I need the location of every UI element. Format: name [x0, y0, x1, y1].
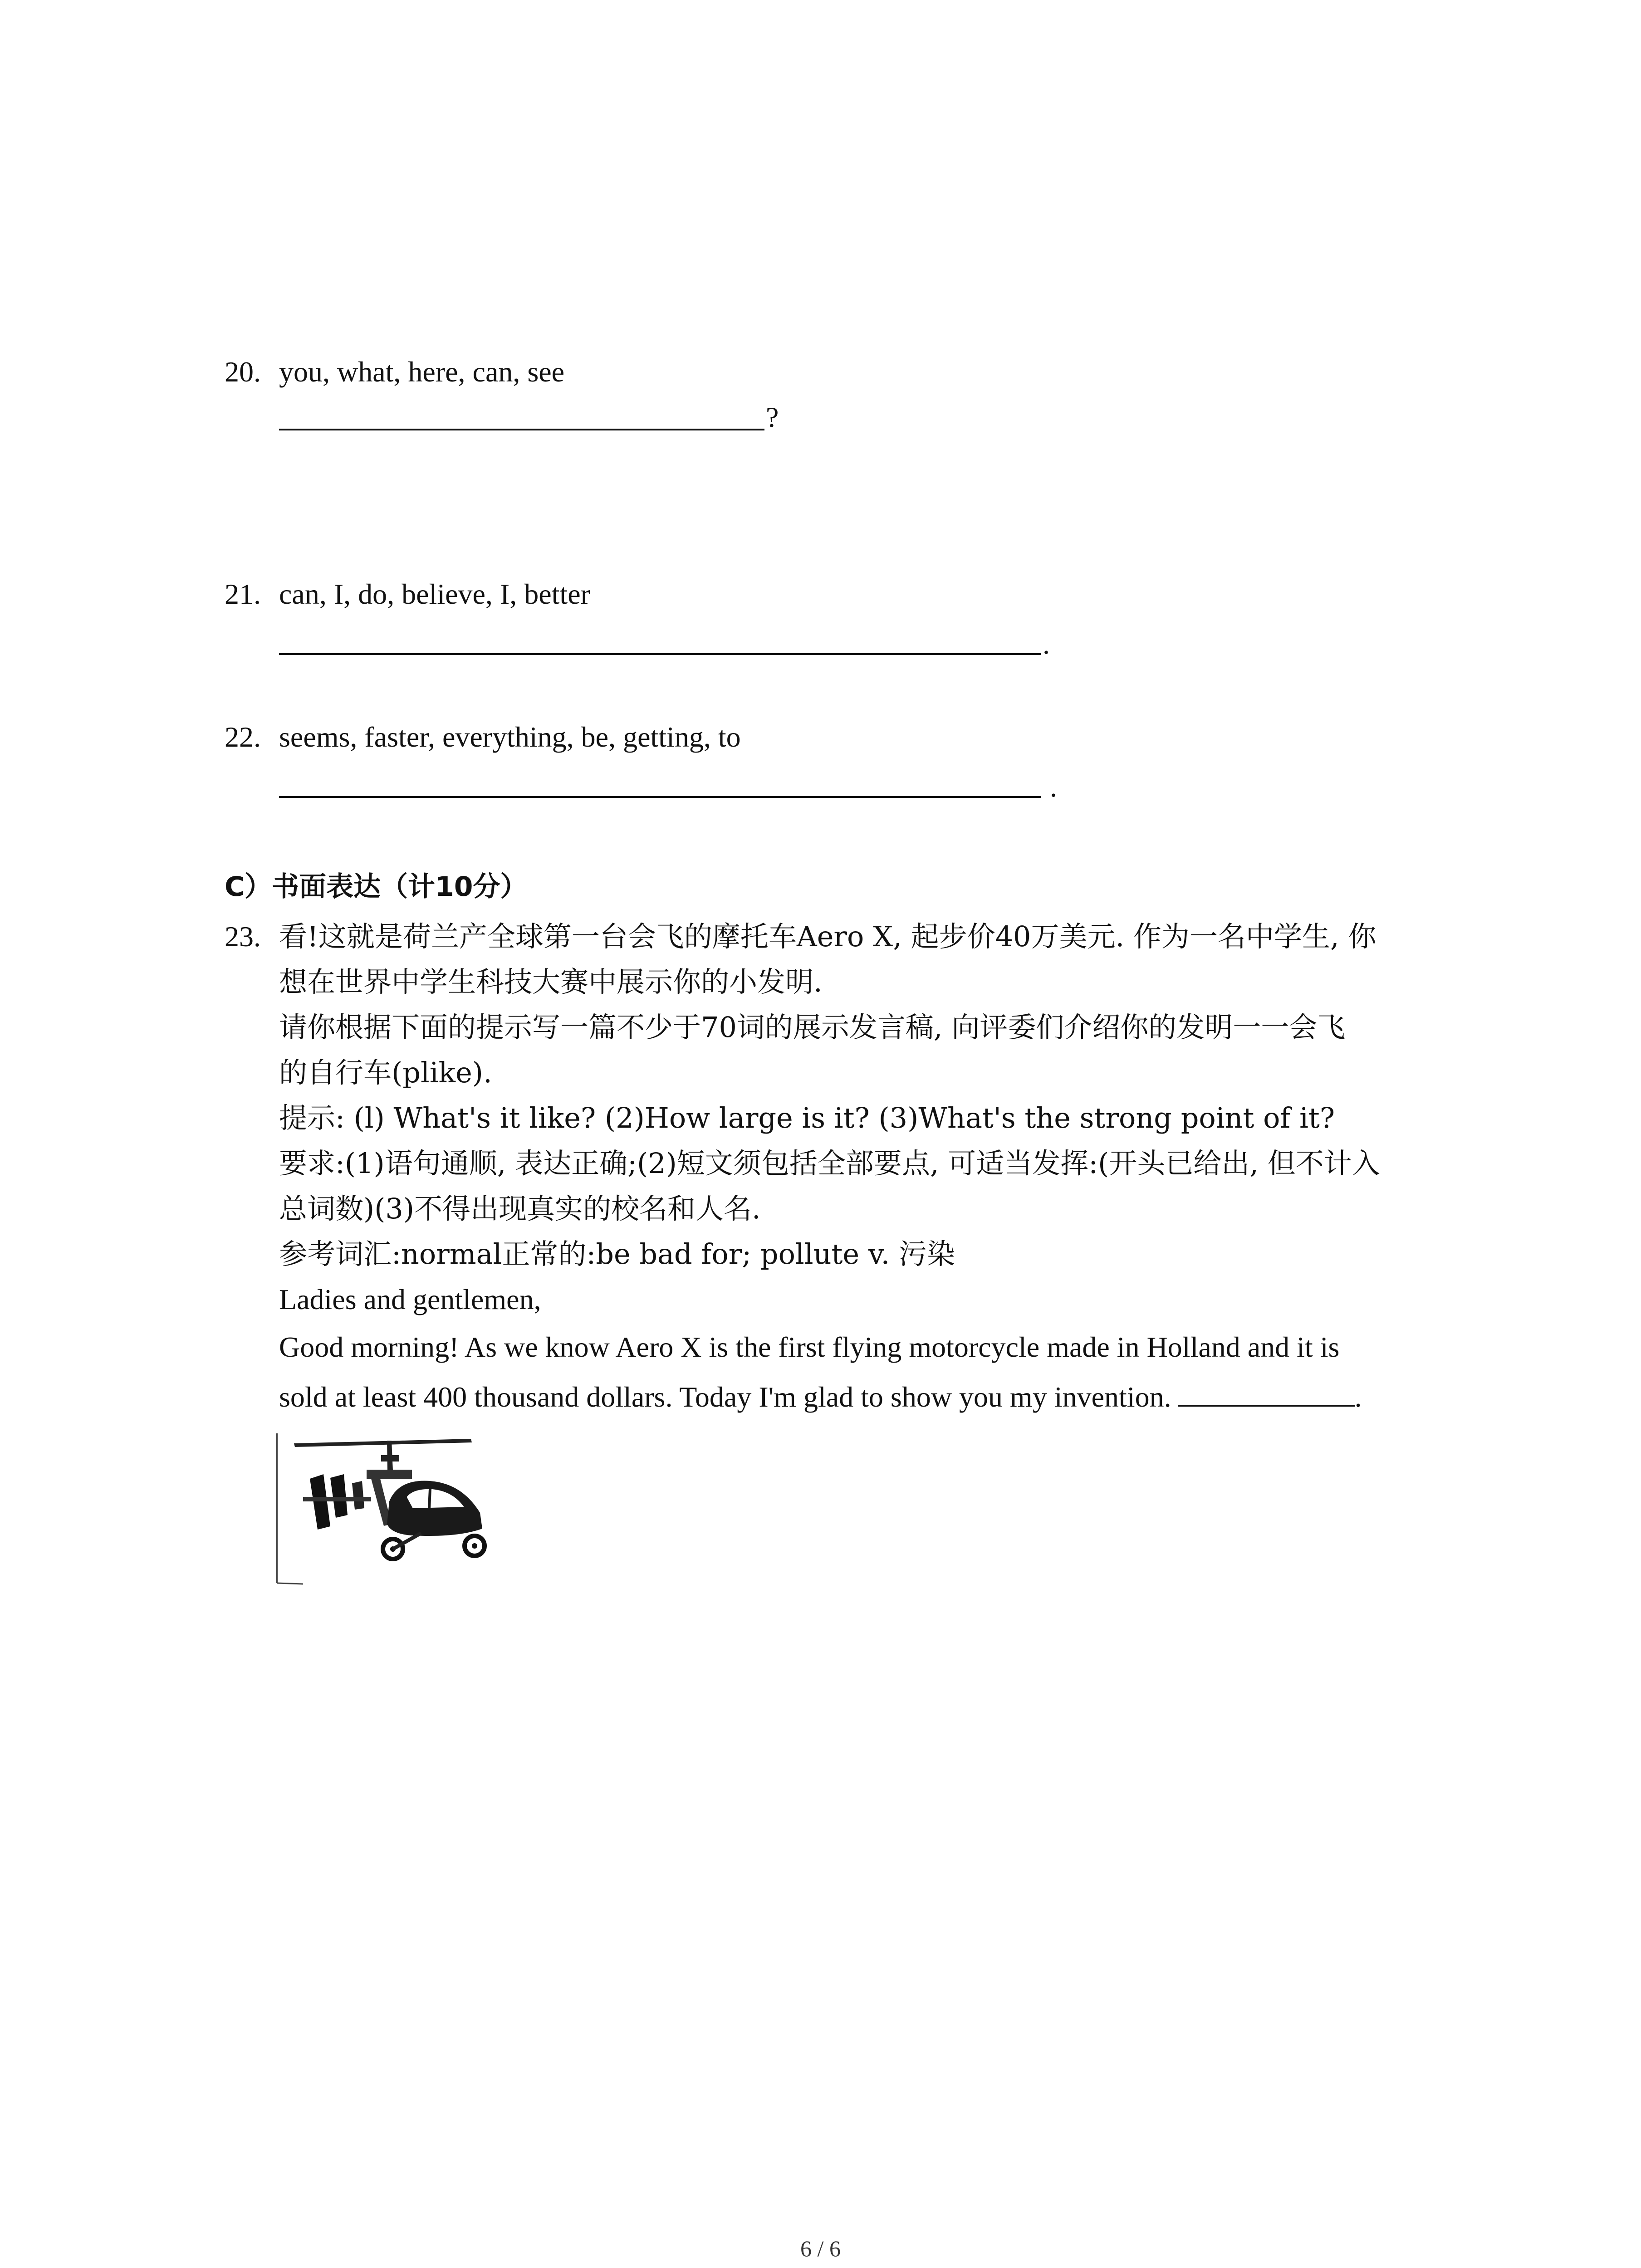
opening-line-1: Good morning! As we know Aero X is the first flying motorcycle made in Holland and it is — [279, 1331, 1340, 1363]
question-words-20: you, what, here, can, see — [279, 356, 565, 388]
salutation-line: Ladies and gentlemen, — [279, 1283, 541, 1315]
prompt-line-3: 请你根据下面的提示写一篇不少于70词的展示发言稿, 向评委们介绍你的发明一一会飞 — [279, 1011, 1346, 1044]
opening-line-2-text: sold at least 400 thousand dollars. Today I'm glad to show you my invention. — [279, 1381, 1171, 1413]
question-number-22: 22. — [225, 721, 261, 753]
question-number-21: 21. — [225, 578, 261, 610]
answer-punct-22: . — [1043, 771, 1057, 803]
answer-line-22[interactable] — [279, 796, 1041, 798]
prompt-line-4: 的自行车(plike). — [279, 1056, 492, 1089]
opening-line-2 — [279, 1379, 1362, 1415]
answer-line-21[interactable] — [279, 653, 1041, 655]
writing-blank[interactable] — [1178, 1379, 1355, 1407]
question-number-23: 23. — [225, 920, 261, 953]
answer-punct-20: ? — [766, 401, 779, 433]
hint-line: 提示: (l) What's it like? (2)How large is it? (3)What's the strong point of it? — [279, 1101, 1335, 1134]
requirement-line-1: 要求:(1)语句通顺, 表达正确;(2)短文须包括全部要点, 可适当发挥:(开头已给出, 但不计入 — [279, 1147, 1380, 1180]
question-words-21: can, I, do, believe, I, better — [279, 578, 590, 610]
answer-punct-21: . — [1043, 628, 1050, 660]
prompt-line-2: 想在世界中学生科技大赛中展示你的小发明. — [279, 965, 823, 998]
answer-line-20[interactable] — [279, 429, 764, 430]
section-heading: C）书面表达（计10分） — [225, 871, 528, 903]
requirement-line-2: 总词数)(3)不得出现真实的校名和人名. — [279, 1192, 761, 1225]
flying-bicycle-sketch-icon — [276, 1429, 494, 1588]
vocabulary-line: 参考词汇:normal正常的:be bad for; pollute v. 污染 — [279, 1237, 955, 1271]
question-number-20: 20. — [225, 356, 261, 388]
question-words-22: seems, faster, everything, be, getting, to — [279, 721, 741, 753]
page-number: 6 / 6 — [800, 2236, 841, 2261]
opening-line-2-end: . — [1354, 1381, 1362, 1413]
prompt-line-1: 看!这就是荷兰产全球第一台会飞的摩托车Aero X, 起步价40万美元. 作为一名中学生, 你 — [279, 920, 1376, 953]
